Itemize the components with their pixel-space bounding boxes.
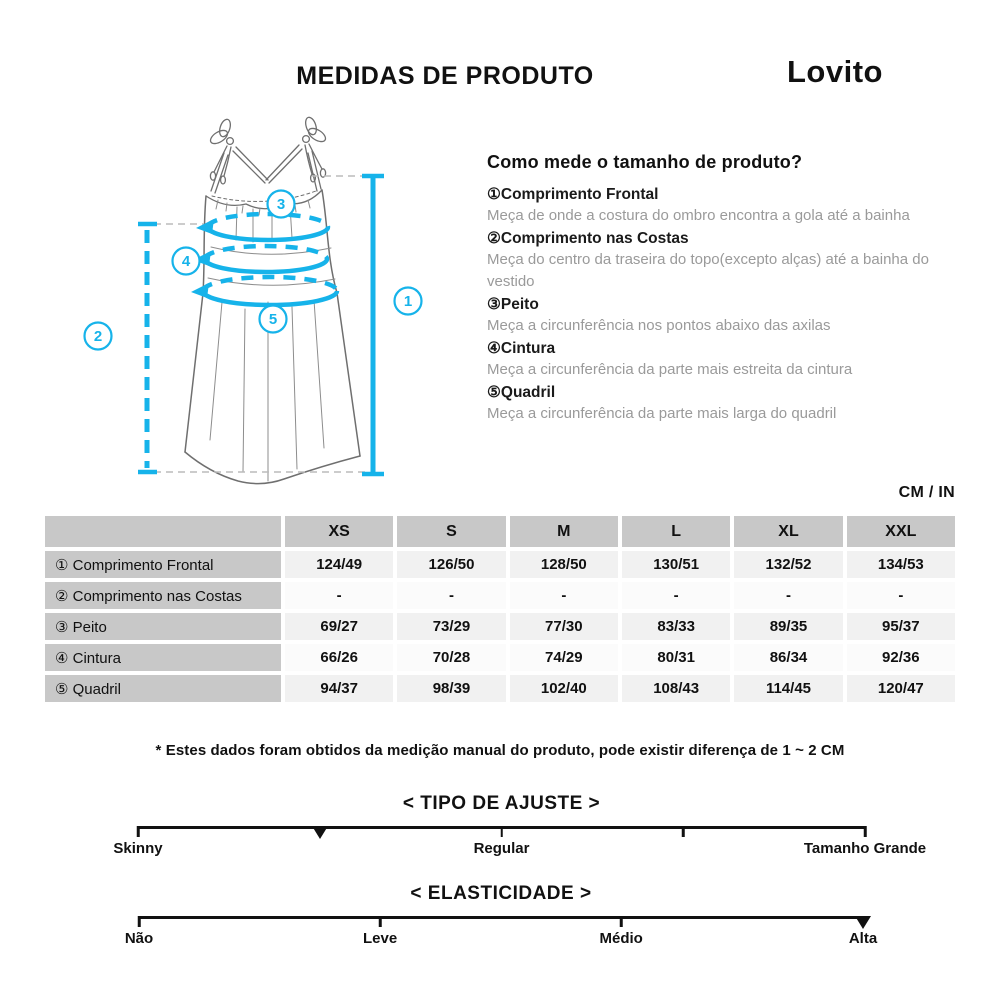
size-value-cell: 89/35 bbox=[734, 613, 842, 640]
size-value-cell: 80/31 bbox=[622, 644, 730, 671]
instruction-desc: Meça a circunferência nos pontos abaixo das axilas bbox=[487, 317, 831, 334]
slider-label: Regular bbox=[473, 840, 530, 857]
instruction-list bbox=[487, 184, 965, 425]
size-value-cell: 132/52 bbox=[734, 551, 842, 578]
measure-line-back-length bbox=[138, 224, 157, 472]
measurement-footnote: * Estes dados foram obtidos da medição manual do produto, pode existir diferença de 1 ~ 2 CM bbox=[155, 742, 845, 759]
instructions-heading: Como mede o tamanho de produto? bbox=[487, 152, 803, 172]
size-value-cell: - bbox=[847, 582, 955, 609]
instruction-desc: Meça do centro da traseira do topo(excepto alças) até a bainha do vestido bbox=[487, 251, 929, 290]
size-value-cell: 134/53 bbox=[847, 551, 955, 578]
slider-label: Leve bbox=[362, 930, 398, 947]
callout-1 bbox=[395, 288, 422, 315]
instruction-title: ②Comprimento nas Costas bbox=[487, 230, 689, 247]
slider-label: Não bbox=[124, 930, 154, 947]
svg-text:2: 2 bbox=[93, 328, 103, 345]
units-label: CM / IN bbox=[898, 484, 955, 501]
callout-4 bbox=[173, 248, 200, 275]
slider-track bbox=[139, 916, 863, 919]
page-title: MEDIDAS DE PRODUTO bbox=[296, 62, 594, 90]
instruction-desc: Meça a circunferência da parte mais larga do quadril bbox=[487, 405, 837, 422]
size-value-cell: 102/40 bbox=[510, 675, 618, 702]
size-value-cell: 70/28 bbox=[397, 644, 505, 671]
svg-text:4: 4 bbox=[181, 253, 191, 270]
size-value-cell: 83/33 bbox=[622, 613, 730, 640]
measurement-instructions bbox=[487, 152, 965, 426]
size-column-header: S bbox=[397, 516, 505, 547]
size-value-cell: 128/50 bbox=[510, 551, 618, 578]
size-value-cell: 124/49 bbox=[285, 551, 393, 578]
table-row-label: ⑤ Quadril bbox=[45, 675, 281, 702]
size-value-cell: - bbox=[510, 582, 618, 609]
slider-tick bbox=[137, 826, 140, 837]
dress-measurement-diagram bbox=[40, 108, 480, 500]
elasticity-slider bbox=[124, 883, 878, 963]
measure-ellipse-waist bbox=[193, 246, 327, 272]
size-value-cell: 92/36 bbox=[847, 644, 955, 671]
size-value-cell: 77/30 bbox=[510, 613, 618, 640]
size-value-cell: 130/51 bbox=[622, 551, 730, 578]
slider-label: Médio bbox=[599, 930, 643, 947]
size-value-cell: 108/43 bbox=[622, 675, 730, 702]
instruction-title: ⑤Quadril bbox=[487, 384, 556, 401]
instruction-desc: Meça a circunferência da parte mais estreita da cintura bbox=[487, 361, 853, 378]
svg-text:3: 3 bbox=[276, 196, 286, 213]
size-value-cell: 120/47 bbox=[847, 675, 955, 702]
size-column-header: M bbox=[510, 516, 618, 547]
slider-tick bbox=[379, 916, 382, 927]
size-table bbox=[45, 516, 955, 702]
slider-tick bbox=[138, 916, 141, 927]
callout-2 bbox=[85, 323, 112, 350]
size-value-cell: 94/37 bbox=[285, 675, 393, 702]
size-value-cell: - bbox=[622, 582, 730, 609]
table-row-label: ④ Cintura bbox=[45, 644, 281, 671]
slider-label: Tamanho Grande bbox=[803, 840, 927, 857]
table-row-label: ① Comprimento Frontal bbox=[45, 551, 281, 578]
slider-marker-icon bbox=[855, 916, 871, 929]
size-value-cell: 86/34 bbox=[734, 644, 842, 671]
size-column-header: XS bbox=[285, 516, 393, 547]
slider-title: < ELASTICIDADE > bbox=[410, 883, 592, 904]
measure-line-front-length bbox=[362, 176, 384, 474]
size-value-cell: 126/50 bbox=[397, 551, 505, 578]
size-value-cell: 98/39 bbox=[397, 675, 505, 702]
size-value-cell: 74/29 bbox=[510, 644, 618, 671]
slider-tick bbox=[682, 826, 685, 837]
svg-text:1: 1 bbox=[403, 293, 413, 310]
instruction-desc: Meça de onde a costura do ombro encontra a gola até a bainha bbox=[487, 207, 910, 224]
brand-logo: Lovito bbox=[787, 54, 883, 89]
size-column-header: L bbox=[622, 516, 730, 547]
instruction-title: ④Cintura bbox=[487, 340, 556, 357]
fit-type-slider bbox=[113, 793, 927, 873]
slider-title: < TIPO DE AJUSTE > bbox=[402, 793, 601, 814]
size-value-cell: - bbox=[734, 582, 842, 609]
size-column-header: XL bbox=[734, 516, 842, 547]
size-column-header: XXL bbox=[847, 516, 955, 547]
slider-label: Skinny bbox=[113, 840, 163, 857]
size-value-cell: 66/26 bbox=[285, 644, 393, 671]
table-row-label: ③ Peito bbox=[45, 613, 281, 640]
size-value-cell: 114/45 bbox=[734, 675, 842, 702]
size-value-cell: 69/27 bbox=[285, 613, 393, 640]
slider-marker-icon bbox=[312, 826, 328, 839]
size-value-cell: 73/29 bbox=[397, 613, 505, 640]
instruction-title: ①Comprimento Frontal bbox=[487, 186, 659, 203]
slider-track bbox=[138, 826, 865, 829]
callout-3 bbox=[268, 191, 295, 218]
svg-text:5: 5 bbox=[268, 311, 278, 328]
measure-ellipse-chest bbox=[196, 214, 328, 240]
slider-label: Alta bbox=[848, 930, 878, 947]
instruction-title: ③Peito bbox=[487, 296, 539, 313]
size-value-cell: - bbox=[397, 582, 505, 609]
callout-5 bbox=[260, 306, 287, 333]
size-value-cell: - bbox=[285, 582, 393, 609]
size-value-cell: 95/37 bbox=[847, 613, 955, 640]
slider-tick bbox=[864, 826, 867, 837]
slider-tick bbox=[620, 916, 623, 927]
measure-ellipse-hip bbox=[191, 277, 337, 305]
slider-tick bbox=[500, 826, 503, 837]
table-corner-cell bbox=[45, 516, 281, 547]
table-row-label: ② Comprimento nas Costas bbox=[45, 582, 281, 609]
